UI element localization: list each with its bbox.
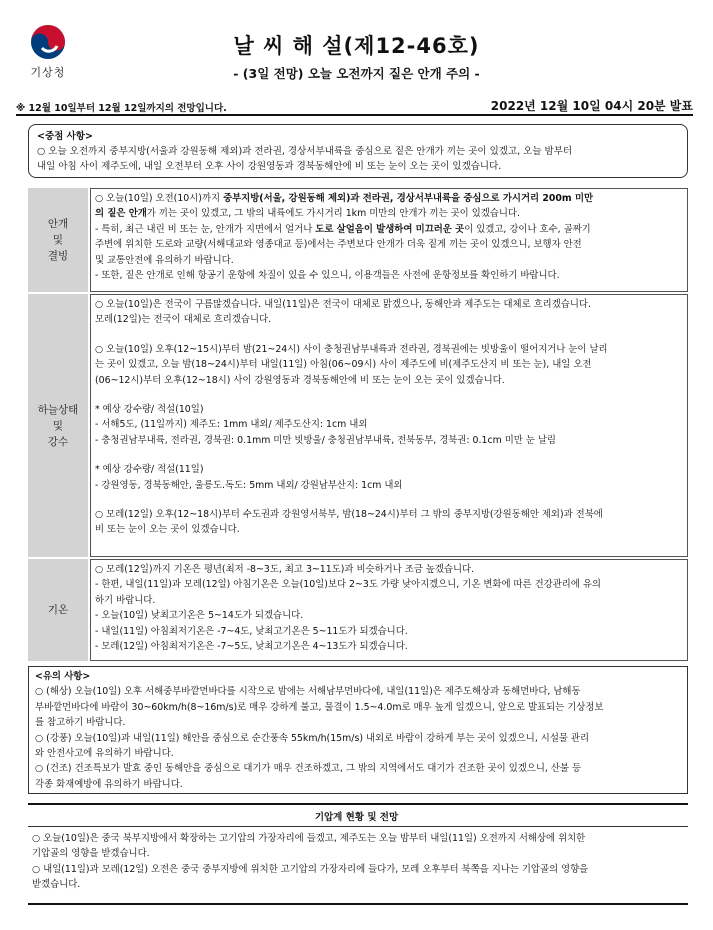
sky-line: - 서해5도, (11일까지) 제주도: 1mm 내외/ 제주도산지: 1cm 내외 (95, 419, 368, 431)
fog-line: - 또한, 짙은 안개로 인해 항공기 운항에 차질이 있을 수 있으니, 이용객들은 사전에 운항정보를 확인하기 바랍니다. (95, 270, 560, 282)
pressure-line: ○ 내일(11일)과 모레(12일) 오전은 중국 중부지방에 위치한 고기압의 가장자리에 들다가, 모레 오후부터 북쪽을 지나는 기압골의 영향을 (32, 863, 589, 875)
pressure-line: ○ 오늘(10일)은 중국 북부지방에서 확장하는 고기압의 가장자리에 들겠고, 제주도는 오늘 밤부터 내일(11일) 오전까지 서해상에 위치한 (32, 833, 586, 844)
fog-label (28, 188, 88, 292)
sky-line: 모레(12일)는 전국이 대체로 흐리겠습니다. (95, 314, 272, 326)
sky-line: * 예상 강수량/ 적설(10일) (95, 404, 204, 416)
caution-title: <유의 사항> (35, 671, 91, 682)
sky-line: - 강원영동, 경북동해안, 울릉도.독도: 5mm 내외/ 강원남부산지: 1cm 내외 (95, 479, 403, 491)
issued-datetime: 2022년 12월 10일 04시 20분 발표 (490, 99, 693, 113)
pressure-content (28, 831, 688, 893)
agency-name: 기상청 (30, 66, 66, 79)
sky-label-line: 및 (52, 419, 64, 432)
fog-row (28, 188, 688, 292)
fog-line: 의 짙은 안개가 끼는 곳이 있겠고, 그 밖의 내륙에도 가시거리 1km 미만의 안개가 끼는 곳이 있겠습니다. (95, 208, 520, 220)
temp-row (28, 559, 688, 661)
caution-line: 각종 화재예방에 유의하기 바랍니다. (35, 778, 183, 790)
fog-line: 주변에 위치한 도로와 교량(서해대교와 영종대교 등)에서는 주변보다 안개가 더욱 짙게 끼는 곳이 있겠으니, 보행자 안전 (95, 239, 582, 251)
sky-line: * 예상 강수량/ 적설(11일) (95, 464, 204, 476)
key-points-title: <중점 사항> (37, 131, 93, 142)
sky-line: ○ 오늘(10일) 오후(12~15시)부터 밤(21~24시) 사이 충청권남부내륙과 전라권, 경북권에는 빗방울이 떨어지거나 눈이 날리 (95, 343, 608, 355)
fog-line: - 특히, 최근 내린 비 또는 눈, 안개가 지면에서 얼거나 도로 살얼음이 발생하여 미끄러운 곳이 있겠고, 강이나 호수, 골짜기 (95, 223, 591, 235)
temp-label: 기온 (28, 559, 88, 661)
sky-line: ○ 모레(12일) 오후(12~18시)부터 수도권과 강원영서북부, 밤(18~24시)부터 그 밖의 중부지방(강원동해안 제외)과 전북에 (95, 509, 603, 521)
sky-line: - 충청권남부내륙, 전라권, 경북권: 0.1mm 미만 빗방울/ 충청권남부내륙, 전북동부, 경북권: 0.1cm 미만 눈 날림 (95, 434, 556, 446)
pressure-divider-top (28, 803, 688, 805)
sky-line: ○ 오늘(10일)은 전국이 구름많겠습니다. 내일(11일)은 전국이 대체로 맑겠으나, 동해안과 제주도는 대체로 흐리겠습니다. (95, 299, 591, 310)
sky-label (28, 294, 88, 557)
sky-line: 는 곳이 있겠고, 오늘 밤(18~24시)부터 내일(11일) 아침(06~09시) 사이 제주도에 비(제주도산지 비 또는 눈), 내일 오전 (95, 359, 592, 371)
temp-line: ○ 모레(12일)까지 기온은 평년(최저 -8~3도, 최고 3~11도)과 비슷하거나 조금 높겠습니다. (95, 564, 475, 575)
key-points-box (28, 124, 688, 178)
temp-line: - 한편, 내일(11일)과 모레(12일) 아침기온은 오늘(10일)보다 2~3도 가량 낮아지겠으니, 기온 변화에 따른 건강관리에 유의 (95, 579, 601, 591)
caution-line: 부바깥먼바다에 바람이 30~60km/h(8~16m/s)로 매우 강하게 불고, 물결이 1.5~4.0m로 매우 높게 일겠으니, 앞으로 발표되는 기상정보 (35, 701, 604, 713)
key-points-line: 내일 아침 사이 제주도에, 내일 오전부터 오후 사이 강원영동과 경북동해안에 비 또는 눈이 오는 곳이 있겠습니다. (37, 161, 502, 172)
pressure-line: 받겠습니다. (32, 879, 81, 891)
temp-line: - 모레(12일) 아침최저기온은 -7~5도, 낮최고기온은 4~13도가 되겠습니다. (95, 641, 408, 653)
caution-line: ○ (건조) 건조특보가 발효 중인 동해안을 중심으로 대기가 매우 건조하겠고, 그 밖의 지역에서도 대기가 건조한 곳이 있겠으니, 산불 등 (35, 763, 582, 775)
forecast-period-note: ※ 12월 10일부터 12월 12일까지의 전망입니다. (16, 103, 227, 114)
pressure-divider (28, 826, 688, 827)
sky-line: 비 또는 눈이 오는 곳이 있겠습니다. (95, 524, 240, 536)
temp-content (90, 559, 688, 661)
page-subtitle: - (3일 전망) 오늘 오전까지 짙은 안개 주의 - (233, 66, 480, 81)
caution-line: ○ (해상) 오늘(10일) 오후 서해중부바깥먼바다를 시작으로 밤에는 서해남부먼바다에, 내일(11일)은 제주도해상과 동해먼바다, 남해동 (35, 686, 581, 698)
sky-row (28, 294, 688, 557)
page-title: 날 씨 해 설(제12-46호) (233, 34, 480, 58)
fog-label-line: 결빙 (47, 250, 69, 262)
key-points-line: ○ 오늘 오전까지 중부지방(서울과 강원동해 제외)과 전라권, 경상서부내륙을 중심으로 짙은 안개가 끼는 곳이 있겠고, 오늘 밤부터 (37, 146, 573, 157)
temp-line: 하기 바랍니다. (95, 594, 156, 606)
fog-label-line: 안개 (47, 218, 69, 230)
fog-line: 및 교통안전에 유의하기 바랍니다. (95, 254, 234, 266)
sky-label-line: 강수 (47, 435, 69, 448)
footer-divider (28, 903, 688, 905)
caution-line: 를 참고하기 바랍니다. (35, 717, 126, 729)
caution-box (28, 666, 688, 794)
pressure-title: 기압계 현황 및 전망 (314, 812, 399, 823)
sky-label-line: 하늘상태 (37, 403, 79, 416)
fog-line: ○ 오늘(10일) 오전(10시)까지 중부지방(서울, 강원동해 제외)과 전라권, 경상서부내륙을 중심으로 가시거리 200m 미만 (95, 193, 594, 204)
sky-line: (06~12시)부터 오후(12~18시) 사이 강원영동과 경북동해안에 비 또는 눈이 오는 곳이 있겠습니다. (95, 374, 505, 386)
fog-label-line: 및 (52, 234, 64, 246)
caution-line: 와 안전사고에 유의하기 바랍니다. (35, 748, 174, 760)
temp-line: - 오늘(10일) 낮최고기온은 5~14도가 되겠습니다. (95, 610, 304, 622)
fog-content (90, 188, 688, 292)
pressure-line: 기압골의 영향을 받겠습니다. (32, 848, 150, 860)
caution-line: ○ (강풍) 오늘(10일)과 내일(11일) 해안을 중심으로 순간풍속 55km/h(15m/s) 내외로 바람이 강하게 부는 곳이 있겠으니, 시설물 관리 (35, 732, 590, 744)
sky-content (90, 294, 688, 557)
temp-line: - 내일(11일) 아침최저기온은 -7~4도, 낮최고기온은 5~11도가 되겠습니다. (95, 625, 408, 637)
header-divider (16, 114, 693, 116)
